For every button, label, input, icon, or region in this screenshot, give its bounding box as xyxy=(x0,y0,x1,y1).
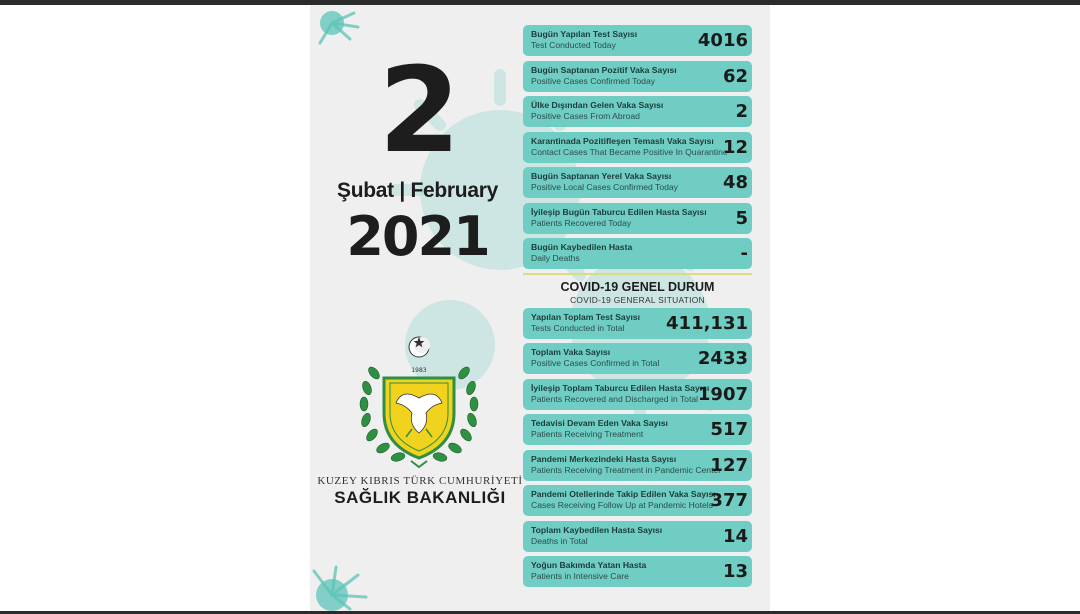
stat-label-tr: Pandemi Otellerinde Takip Edilen Vaka Sayısı xyxy=(531,489,716,499)
stat-label-en: Patients Recovered Today xyxy=(531,217,632,228)
stat-label-tr: İyileşip Toplam Taburcu Edilen Hasta Sayısı xyxy=(531,382,710,393)
general-stat-cases xyxy=(523,343,752,374)
general-stat-pandemic-center xyxy=(523,450,752,481)
stat-label-en: Cases Receiving Follow Up at Pandemic Hotels xyxy=(531,500,713,510)
covid-infographic xyxy=(310,5,770,611)
stat-value: 48 xyxy=(722,172,748,193)
daily-stat-abroad xyxy=(523,96,752,127)
general-stat-treatment xyxy=(523,414,752,445)
general-stat-hotels xyxy=(523,485,752,516)
stat-label-tr: Tedavisi Devam Eden Vaka Sayısı xyxy=(531,418,668,428)
daily-stat-positive xyxy=(523,61,752,92)
stat-label-tr: Bugün Yapılan Test Sayısı xyxy=(531,29,638,39)
ministry-name: SAĞLIK BAKANLIĞI xyxy=(334,488,506,507)
stat-value: 411,131 xyxy=(666,312,748,334)
general-heading xyxy=(523,280,752,305)
stat-label-tr: Ülke Dışından Gelen Vaka Sayısı xyxy=(531,100,664,110)
stat-value: 2433 xyxy=(697,348,748,369)
stat-label-en: Daily Deaths xyxy=(531,253,580,263)
emblem-year: 1983 xyxy=(411,367,427,374)
stat-label-tr: Yapılan Toplam Test Sayısı xyxy=(531,311,641,322)
stat-label-en: Patients in Intensive Care xyxy=(531,571,629,581)
stat-label-tr: Karantinada Pozitifleşen Temaslı Vaka Sayısı xyxy=(531,135,714,146)
stat-value: 1907 xyxy=(697,383,748,405)
stat-value: 14 xyxy=(722,525,748,547)
stat-label-tr: Toplam Vaka Sayısı xyxy=(531,347,611,357)
daily-stat-quarantine xyxy=(523,132,752,163)
daily-stat-tests xyxy=(523,25,752,56)
country-name: KUZEY KIBRIS TÜRK CUMHURİYETİ xyxy=(317,475,523,487)
stat-label-en: Deaths in Total xyxy=(531,535,588,546)
stat-value: - xyxy=(740,243,748,264)
stat-value: 517 xyxy=(710,419,748,440)
stat-label-tr: Bugün Saptanan Yerel Vaka Sayısı xyxy=(531,171,672,181)
trnc-emblem xyxy=(354,333,484,471)
stat-label-en: Patients Receiving Treatment xyxy=(531,429,644,439)
stat-value: 377 xyxy=(710,490,748,511)
general-title-tr: COVID-19 GENEL DURUM xyxy=(560,279,715,294)
stat-label-en: Positive Cases From Abroad xyxy=(531,111,640,121)
general-stat-icu xyxy=(523,556,752,587)
daily-stat-recovered xyxy=(523,203,752,234)
stat-value: 12 xyxy=(722,136,748,158)
stat-label-tr: Pandemi Merkezindeki Hasta Sayısı xyxy=(531,453,677,464)
stat-label-en: Positive Cases Confirmed in Total xyxy=(531,358,660,368)
stat-label-tr: İyileşip Bugün Taburcu Edilen Hasta Sayısı xyxy=(531,206,707,217)
crescent-star-icon xyxy=(409,337,430,357)
stat-label-en: Positive Cases Confirmed Today xyxy=(531,75,656,86)
stat-label-en: Test Conducted Today xyxy=(531,40,616,50)
stat-label-tr: Bugün Kaybedilen Hasta xyxy=(531,242,633,252)
stat-label-en: Patients Receiving Treatment in Pandemic Center xyxy=(531,464,722,475)
general-stat-recovered xyxy=(523,379,752,410)
stat-value: 4016 xyxy=(697,30,748,51)
stat-value: 2 xyxy=(735,101,748,122)
date-year: 2021 xyxy=(346,205,489,268)
general-title-en: COVID-19 GENERAL SITUATION xyxy=(570,294,705,305)
stats-column xyxy=(523,25,752,592)
section-divider xyxy=(523,273,752,275)
daily-stat-deaths xyxy=(523,238,752,269)
stat-label-en: Contact Cases That Became Positive In Quarantine xyxy=(531,146,728,157)
stat-label-tr: Yoğun Bakımda Yatan Hasta xyxy=(531,560,647,570)
date-month: Şubat | February xyxy=(337,179,498,202)
stat-value: 5 xyxy=(735,207,748,229)
stat-label-en: Tests Conducted in Total xyxy=(531,322,625,333)
general-stat-tests xyxy=(523,308,752,339)
general-stat-deaths xyxy=(523,521,752,552)
ministry-block xyxy=(310,475,530,508)
stat-label-en: Patients Recovered and Discharged in Total xyxy=(531,393,699,404)
date-block xyxy=(310,41,525,271)
date-day: 2 xyxy=(378,41,457,179)
stat-label-tr: Bugün Saptanan Pozitif Vaka Sayısı xyxy=(531,64,677,75)
stat-value: 13 xyxy=(722,561,748,582)
stat-value: 127 xyxy=(710,454,748,476)
daily-stat-local xyxy=(523,167,752,198)
stat-label-tr: Toplam Kaybedilen Hasta Sayısı xyxy=(531,524,663,535)
stat-value: 62 xyxy=(722,65,748,87)
stat-label-en: Positive Local Cases Confirmed Today xyxy=(531,182,678,192)
